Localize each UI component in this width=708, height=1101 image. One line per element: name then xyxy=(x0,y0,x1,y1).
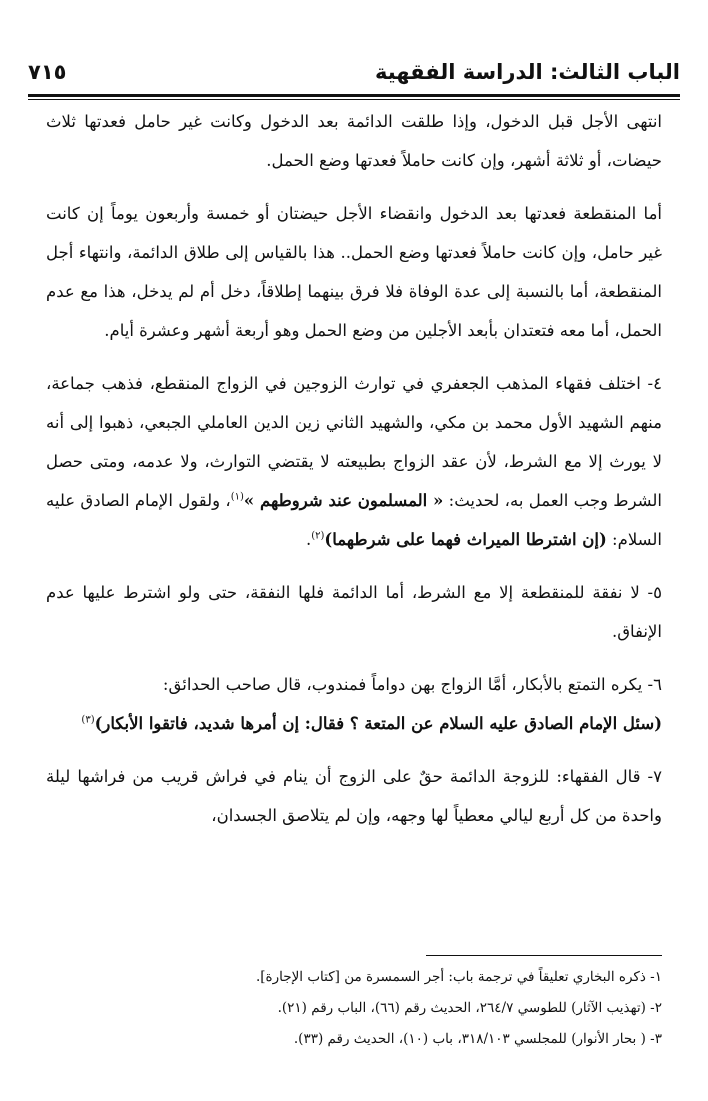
footnotes xyxy=(46,962,662,1055)
paragraph-4-separator: ، xyxy=(225,491,231,510)
footnote-3: ٣- ( بحار الأنوار) للمجلسي ٣١٨/١٠٣، باب (١٠)، الحديث رقم (٣٣). xyxy=(293,1031,662,1047)
footnote-ref-2: (٢) xyxy=(311,530,325,542)
paragraph-6-text: ٦- يكره التمتع بالأبكار، أمَّا الزواج بهن دواماً فمندوب، قال صاحب الحدائق: xyxy=(162,675,662,694)
paragraph-4-end: . xyxy=(305,530,312,549)
paragraph-7: ٧- قال الفقهاء: للزوجة الدائمة حقٌ على الزوج أن ينام في فراش قريب من فراشها ليلة واحدة من كل أربع ليالي معطياً لها وجهه، وإن لم يتلاصق الجسدان، xyxy=(46,767,662,825)
paragraph-6 xyxy=(46,665,662,743)
hadith-quote: « المسلمون عند شروطهم » xyxy=(243,491,444,510)
footnote-rule xyxy=(426,955,662,956)
paragraph-2: أما المنقطعة فعدتها بعد الدخول وانقضاء الأجل حيضتان أو خمسة وأربعون يوماً إن كانت غير حامل، وإن كانت حاملاً فعدتها وضع الحمل.. هذا بالقياس إلى طلاق الدائمة، وانتهاء أجل المنقطعة، أما بالنسبة إلى عدة الوفاة فلا فرق بينهما إطلاقاً، دخل أم لم يدخل، هذا مع عدم الحمل، أما معه فتعتدان بأبعد الأجلين من وضع الحمل وهو أربعة أشهر وعشرة أيام. xyxy=(46,204,662,340)
paragraph-5: ٥- لا نفقة للمنقطعة إلا مع الشرط، أما الدائمة فلها النفقة، حتى ولو اشترط عليها عدم الإنفاق. xyxy=(46,583,662,641)
header-rule-thin xyxy=(28,99,680,100)
body-text xyxy=(46,102,662,835)
footnote-ref-3: (٣) xyxy=(81,714,95,726)
header-rule-thick xyxy=(28,94,680,97)
footnote-1: ١- ذكره البخاري تعليقاً في ترجمة باب: أجر السمسرة من [كتاب الإجارة]. xyxy=(255,969,662,985)
chapter-title: الباب الثالث: الدراسة الفقهية xyxy=(374,60,680,84)
page-number: ٧١٥ xyxy=(28,60,67,84)
imam-quote: (إن اشترطا الميراث فهما على شرطهما) xyxy=(324,530,607,549)
hadaiq-quote: (سئل الإمام الصادق عليه السلام عن المتعة ؟ فقال: إن أمرها شديد، فاتقوا الأبكار) xyxy=(94,714,662,733)
paragraph-4 xyxy=(46,364,662,559)
paragraph-4-text-2: ولقول الإمام الصادق عليه السلام: xyxy=(46,491,662,549)
paragraph-4-text: ٤- اختلف فقهاء المذهب الجعفري في توارث الزوجين في الزواج المنقطع، فذهب جماعة، منهم الشهيد الأول محمد بن مكي، والشهيد الثاني زين الدين العاملي الجبعي، ذهبوا إلى أنه لا يورث إلا مع الشرط، لأن عقد الزواج بطبيعته لا يقتضي التوارث، ولا عدمه، ومتى حصل الشرط وجب العمل به، لحديث: xyxy=(46,374,662,510)
footnote-ref-1: (١) xyxy=(230,491,244,503)
paragraph-1: انتهى الأجل قبل الدخول، وإذا طلقت الدائمة بعد الدخول وكانت غير حامل فعدتها ثلاث حيضات، أو ثلاثة أشهر، وإن كانت حاملاً فعدتها وضع الحمل. xyxy=(46,112,662,170)
running-header xyxy=(28,52,680,92)
footnote-2: ٢- (تهذيب الآثار) للطوسي ٢٦٤/٧، الحديث رقم (٦٦)، الباب رقم (٢١). xyxy=(277,1000,662,1016)
